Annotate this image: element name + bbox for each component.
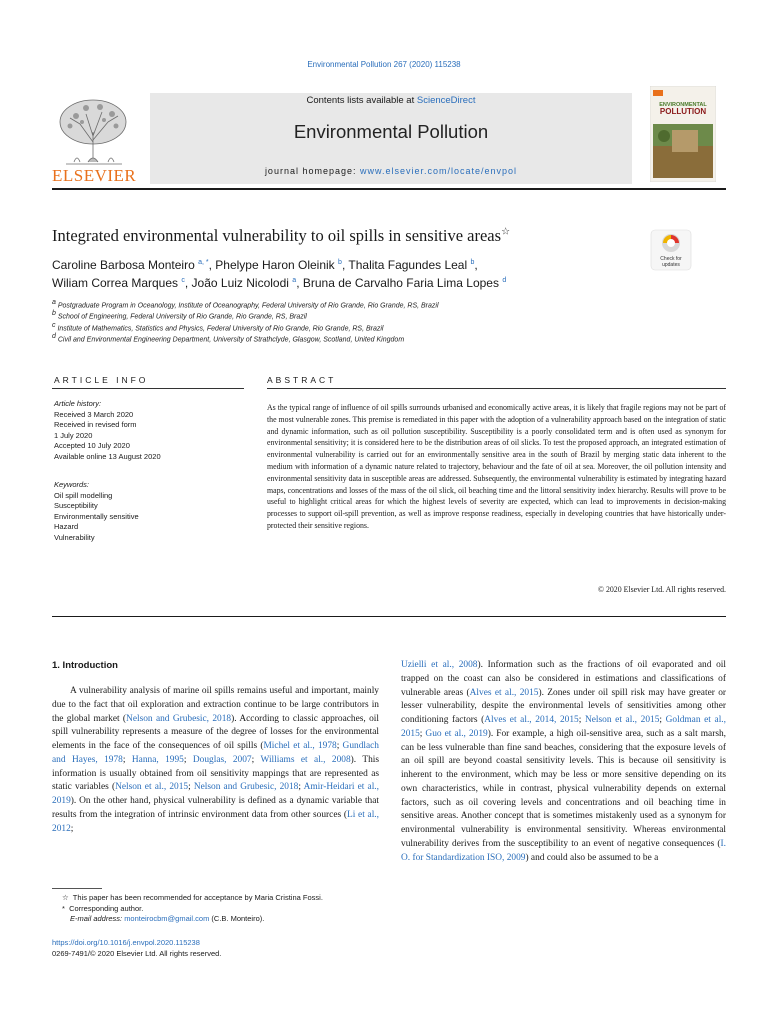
citation-link[interactable]: Li et al., 2012 — [52, 809, 379, 834]
body-column-left — [52, 685, 379, 836]
body-text: ). This information is usually obtained from oil sensitivity mappings that are represented as static variables ( — [52, 754, 380, 793]
author-name[interactable]: Bruna de Carvalho Faria Lima Lopes — [302, 276, 499, 290]
footnote-recommendation — [62, 893, 323, 902]
header-rule — [52, 188, 726, 190]
body-text: A vulnerability analysis of marine oil spills remains useful and important, mainly due to the fact that oil exploration and extraction continue to be large contributors in the global market ( — [52, 686, 379, 724]
body-text: ). Information such as the fractions of oil evaporated and oil trapped on the coast can also be considered in estimations and classifications of vulnerable areas ( — [401, 660, 726, 698]
article-info-rule — [52, 388, 244, 389]
affiliation-mark: d — [52, 333, 56, 340]
check-for-updates-badge[interactable] — [650, 229, 692, 271]
footnote-text: This paper has been recommended for acceptance by Maria Cristina Fossi. — [72, 893, 323, 902]
citation-link[interactable]: Nelson and Grubesic, 2018 — [193, 782, 299, 793]
author-name[interactable]: Wiliam Correa Marques — [52, 276, 179, 290]
history-item: Received in revised form — [54, 420, 137, 430]
check-updates-icon — [650, 229, 692, 271]
citation-link[interactable]: Goldman et al., 2015 — [401, 715, 726, 739]
body-text: ). For example, a high oil-sensitive area, such as a salt marsh, can be less vulnerable than fine sand beaches, considering that the exposure levels of an oil spill are beyond coastal sensitivity levels. This is because oil sensitivity is inherent to the environment, which may be less or more sensitive depending on its own characteristics, while in contrast, physical vulnerability depends on external factors, such as oil covering levels and concentrations and oil beaching time in sensitive areas. Another concept that is sometimes mistakenly used as a synonym for environmental vulnerability is environmental sensitivity. Whereas environmental vulnerability derives from the susceptibility to an event of negative consequences ( — [401, 728, 726, 849]
author-affil-mark[interactable]: a, * — [198, 259, 209, 266]
abstract-body: As the typical range of influence of oil spills surrounds urbanised and economically active areas, it is likely that fragile regions may not be part of the most vulnerable zones. This premise is remediated in this paper with the adoption of a vulnerability approach based on the integration of static and dynamic information, such as oil pollution susceptibility. Susceptibility is a poorly consolidated term and is often used as synonym for environmental sensitivity; it is considered here to be the distribution areas of oil slicks. To test the proposed approach, an integrated estimation of environmental vulnerability is carried out for an environmentally sensitive area in the south of Brazil by merging static data inherent to the medium with information of a dynamic nature related to trajectory, behaviour and the fate of oil at sea. Moreover, the oil pollution intensity and environmental sensitivity data in susceptible areas are addressed. Subsequently, the environmental vulnerability is estimated by integrating hazard maps, concentrations and losses of the mass of the oil slick, oil beaching time and the littoral sensitivity index hierarchy. Results will prove to be useful to highlight critical areas for which the highest levels of severity are expected, which can lead to improvements in decision-making processes to support oil-spill prevention, as well as improve response readiness, especially in developing countries that have historically under-protected their sensitive regions. — [267, 403, 726, 530]
body-text: ; — [251, 754, 261, 765]
section-heading-introduction: 1. Introduction — [52, 660, 118, 671]
affiliation-mark: a — [52, 299, 56, 306]
body-text: ; — [578, 715, 585, 725]
citation-link[interactable]: Amir-Heidari et al., 2019 — [52, 782, 379, 806]
author-affil-mark[interactable]: b — [470, 259, 475, 266]
citation-link[interactable]: Alves et al., 2014, 2015 — [484, 715, 579, 725]
body-text: ) and could also be assumed to be a — [525, 852, 659, 863]
footnote-mark: ☆ — [62, 893, 69, 902]
footnote-mark: * — [62, 903, 65, 913]
cover-image — [650, 86, 716, 182]
citation-link[interactable]: Nelson and Grubesic, 2018 — [126, 713, 232, 724]
abstract-copyright: © 2020 Elsevier Ltd. All rights reserved. — [598, 585, 726, 594]
keyword-item: Susceptibility — [54, 501, 98, 511]
body-text: ). On the other hand, physical vulnerability is defined as a dynamic variable that results from the integration of intrinsic environment data from other sources ( — [52, 796, 379, 820]
footnote-email — [70, 914, 264, 923]
body-text: ; — [122, 754, 132, 765]
check-updates-line2: updates — [662, 262, 680, 268]
citation-link[interactable]: Nelson et al., 2015 — [584, 715, 660, 725]
intro-paragraph-continued — [401, 659, 726, 865]
keywords-label: Keywords: — [54, 480, 90, 489]
journal-name[interactable]: Environmental Pollution — [293, 121, 489, 142]
affiliation-mark: c — [52, 322, 56, 329]
citation-link[interactable]: Nelson et al., 2015 — [115, 782, 189, 793]
elsevier-wordmark[interactable]: ELSEVIER — [52, 166, 137, 185]
author-affil-mark[interactable]: c — [181, 277, 185, 284]
email-label: E-mail address: — [70, 914, 125, 923]
affiliation-a — [52, 299, 439, 309]
cover-title-1: ENVIRONMENTAL — [659, 102, 707, 108]
email-link[interactable]: monteirocbm@gmail.com — [124, 914, 210, 923]
affiliation-text: Postgraduate Program in Oceanology, Institute of Oceanography, Federal University of Rio Grande, Rio Grande, RS, Brazil — [57, 302, 439, 310]
history-label: Article history: — [54, 399, 102, 408]
journal-homepage — [150, 166, 632, 176]
article-info-heading: ARTICLE INFO — [54, 375, 149, 385]
citation-link[interactable]: Alves et al., 2015 — [469, 687, 539, 698]
issn-copyright: 0269-7491/© 2020 Elsevier Ltd. All rights reserved. — [52, 949, 222, 958]
doi-link[interactable]: https://doi.org/10.1016/j.envpol.2020.115238 — [52, 938, 200, 947]
author-name[interactable]: Phelype Haron Oleinik — [215, 258, 335, 272]
keyword-item: Oil spill modelling — [54, 490, 113, 500]
abstract-rule — [267, 388, 726, 389]
citation-link[interactable]: Hanna, 1995 — [131, 754, 184, 765]
body-text: ; — [70, 823, 74, 834]
body-text: ). Zones under oil spill risk may have greater or lesser vulnerability, despite the environmental levels of sensitivities among other conditioning factors ( — [401, 687, 727, 725]
affiliation-c — [52, 322, 383, 332]
journal-masthead — [150, 93, 632, 184]
abstract-heading: ABSTRACT — [267, 375, 337, 385]
journal-cover-thumbnail[interactable] — [650, 86, 716, 182]
author-name[interactable]: João Luiz Nicolodi — [191, 276, 289, 290]
body-text: ; — [419, 728, 426, 739]
citation-link[interactable]: Uzielli et al., 2008 — [401, 660, 478, 670]
affiliation-mark: b — [52, 310, 56, 317]
check-updates-line1: Check for — [660, 256, 682, 262]
affiliation-text: School of Engineering, Federal University of Rio Grande, Rio Grande, RS, Brazil — [57, 313, 307, 321]
affiliation-d — [52, 333, 404, 343]
author-name[interactable]: Caroline Barbosa Monteiro — [52, 258, 195, 272]
citation-link[interactable]: Douglas, 2007 — [192, 754, 252, 765]
body-column-right — [401, 659, 726, 865]
body-text: ). According to classic approaches, oil spill vulnerability represents a measure of the degree of losses for the environmental elements in the face of the consequences of oil spills ( — [52, 713, 379, 751]
author-affil-mark[interactable]: b — [338, 259, 342, 266]
body-text: ; — [659, 715, 666, 725]
section-rule — [52, 616, 726, 617]
title-footnote-star[interactable]: ☆ — [501, 226, 511, 238]
keyword-item: Hazard — [54, 522, 79, 532]
body-text: ; — [183, 754, 193, 765]
article-title-text: Integrated environmental vulnerability to oil spills in sensitive areas — [52, 226, 502, 245]
author-affil-mark[interactable]: d — [502, 277, 507, 284]
citation-link[interactable]: Williams et al., 2008 — [260, 754, 351, 765]
history-item: Available online 13 August 2020 — [54, 452, 161, 461]
article-title — [52, 226, 510, 246]
history-item: Received 3 March 2020 — [54, 409, 134, 419]
authors-line-1: Caroline Barbosa Monteiro $^{a, *}$, Phelype Haron Oleinik $^b$, Thalita Fagundes Leal $^b$, — [52, 258, 478, 272]
footnote-corresponding — [62, 904, 143, 913]
footnote-rule — [52, 888, 102, 889]
affiliation-b — [52, 310, 307, 320]
citation-link[interactable]: Gundlach and Hayes, 1978 — [52, 741, 379, 765]
author-name[interactable]: Thalita Fagundes Leal — [348, 258, 468, 272]
citation-link[interactable]: Michel et al., 1978 — [263, 741, 337, 751]
keyword-item: Vulnerability — [54, 533, 95, 542]
history-item: 1 July 2020 — [54, 430, 93, 440]
body-text: ; — [188, 782, 194, 793]
footnote-text: Corresponding author. — [69, 903, 144, 913]
authors-line-2: Wiliam Correa Marques $^c$, João Luiz Nicolodi $^a$, Bruna de Carvalho Faria Lima Lopes $^d$ — [52, 276, 507, 290]
history-item: Accepted 10 July 2020 — [54, 441, 130, 451]
journal-citation[interactable]: Environmental Pollution 267 (2020) 115238 — [307, 60, 461, 69]
keyword-item: Environmentally sensitive — [54, 511, 139, 521]
citation-link[interactable]: Guo et al., 2019 — [425, 728, 488, 739]
homepage-prefix: journal homepage: — [264, 166, 360, 176]
affiliation-text: Civil and Environmental Engineering Department, University of Strathclyde, Glasgow, Scotland, United Kingdom — [57, 336, 405, 344]
cover-title-2: POLLUTION — [659, 107, 707, 116]
email-owner: (C.B. Monteiro). — [209, 914, 265, 923]
body-text: ; — [336, 741, 343, 751]
intro-paragraph-1 — [52, 685, 379, 836]
author-affil-mark[interactable]: a — [292, 277, 297, 284]
homepage-link[interactable]: www.elsevier.com/locate/envpol — [360, 166, 518, 176]
contents-line — [150, 95, 632, 106]
contents-prefix: Contents lists available at — [306, 95, 417, 106]
sciencedirect-link[interactable]: ScienceDirect — [416, 95, 476, 106]
citation-link[interactable]: I. O. for Standardization ISO, 2009 — [401, 838, 726, 863]
affiliation-text: Institute of Mathematics, Statistics and Physics, Federal University of Rio Grande, Rio Grande, RS, Brazil — [57, 325, 384, 333]
body-text: ; — [298, 782, 304, 793]
